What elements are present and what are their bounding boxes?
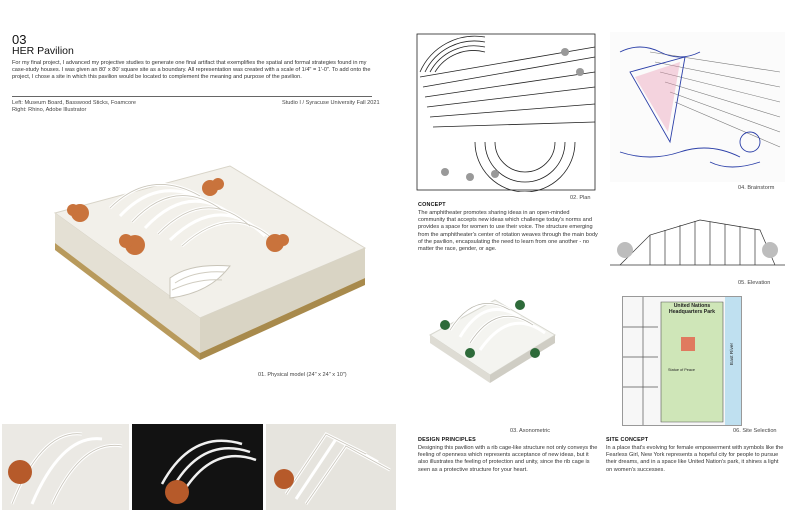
caption-physical-model: 01. Physical model (24" x 24" x 10") — [258, 372, 347, 378]
model-photo-2 — [132, 424, 263, 510]
project-intro: For my final project, I advanced my projective studies to generate one final artifact that exemplifies the spatial and formal strategies found in my case-study houses. I was given an 80' x 80' square site as a boundary. All representation was created with a scale of 1/4" = 1'-0". To add onto the project, I chose a site in which this pavilion would be located to complement the meaning and purpose of the pavilion. — [12, 60, 371, 81]
model-photo-1 — [2, 424, 129, 510]
caption-axonometric: 03. Axonometric — [510, 428, 551, 434]
site-concept-heading: SITE CONCEPT — [606, 437, 649, 443]
concept-heading: CONCEPT — [418, 202, 446, 208]
caption-plan: 02. Plan — [570, 195, 591, 201]
site-concept-body: In a place that's evolving for female empowerment with symbols like the Fearless Girl, New York represents a hopeful city for people to pursue their dreams, and in a space like United Nation's park, it shines a light on women's successes. — [606, 445, 784, 473]
elevation-drawing — [610, 205, 785, 275]
brainstorm-sketch — [610, 32, 785, 182]
plan-drawing — [415, 32, 597, 192]
project-number: 03 — [12, 32, 27, 47]
design-principles-heading: DESIGN PRINCIPLES — [418, 437, 476, 443]
physical-model-image — [40, 148, 370, 368]
model-photo-3 — [266, 424, 396, 510]
caption-elevation: 05. Elevation — [738, 280, 771, 286]
materials-left: Left: Museum Board, Basswood Sticks, Foamcore — [12, 100, 137, 106]
caption-site-selection: 06. Site Selection — [733, 428, 777, 434]
axonometric-render — [425, 265, 560, 390]
caption-brainstorm: 04. Brainstorm — [738, 185, 775, 191]
studio-label: Studio I / Syracuse University Fall 2021 — [282, 100, 380, 106]
map-river-label: East River — [730, 342, 735, 365]
design-principles-body: Designing this pavilion with a rib cage-like structure not only conveys the feeling of openness which represents acceptance of new ideas, but it also illustrates the feeling of protection and unity, since the rib cage is seen as a protective structure for your heart. — [418, 445, 598, 473]
map-park-label: United Nations Headquarters Park — [668, 303, 716, 316]
divider — [12, 96, 372, 97]
materials-right: Right: Rhino, Adobe Illustrator — [12, 107, 87, 113]
project-title: HER Pavilion — [12, 45, 74, 57]
map-statue-label: Statue of Peace — [668, 368, 696, 372]
concept-body: The amphitheater promotes sharing ideas in an open-minded community that accepts new ideas which challenge today's norms and provides a space for women to use their voice. The structure emerging from the amphitheater's center of rotation weaves through the main body of the pavilion, encapsulating the need to learn from one another - no matter the race, gender, or age. — [418, 210, 598, 253]
